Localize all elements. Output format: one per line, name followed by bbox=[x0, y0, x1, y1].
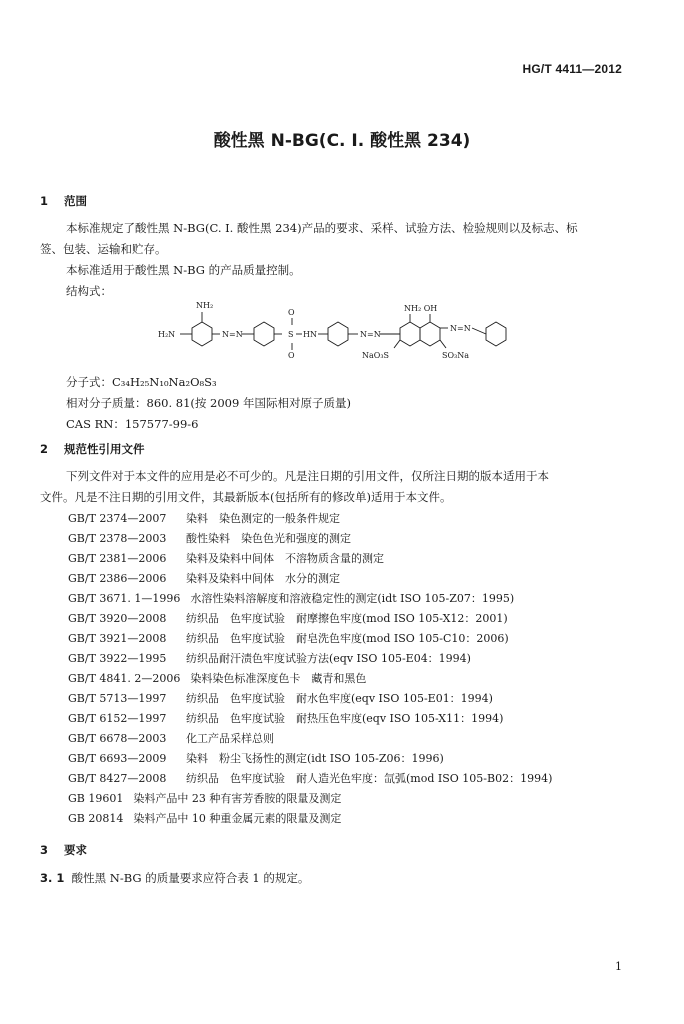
reference-code: GB/T 4841. 2—2006 bbox=[68, 672, 181, 685]
reference-code: GB/T 2378—2003 bbox=[68, 532, 167, 545]
reference-code: GB/T 6678—2003 bbox=[68, 732, 167, 745]
reference-item bbox=[68, 730, 274, 746]
reference-title: 染料染色标准深度色卡 藏青和黑色 bbox=[190, 672, 367, 685]
reference-title: 纺织品 色牢度试验 耐摩擦色牢度(mod ISO 105-X12：2001) bbox=[186, 612, 508, 625]
reference-title: 染料 粉尘飞扬性的测定(idt ISO 105-Z06：1996) bbox=[186, 752, 444, 765]
section-number: 3 bbox=[40, 843, 49, 857]
requirement-clause bbox=[40, 870, 309, 886]
reference-title: 纺织品 色牢度试验 耐皂洗色牢度(mod ISO 105-C10：2006) bbox=[186, 632, 509, 645]
document-title: 酸性黑 N-BG(C. I. 酸性黑 234) bbox=[213, 131, 471, 151]
reference-item bbox=[68, 510, 340, 526]
page-number: 1 bbox=[615, 960, 622, 973]
references-intro-line-2: 文件。凡是不注日期的引用文件，其最新版本(包括所有的修改单)适用于本文件。 bbox=[40, 490, 452, 504]
sulfonyl-oxygen-bottom: O bbox=[288, 351, 295, 360]
sulfur-atom: S bbox=[288, 330, 294, 339]
amino-group-left: H₂N bbox=[158, 330, 176, 339]
sulfonate-left: NaO₃S bbox=[362, 351, 390, 360]
section-title: 范围 bbox=[64, 194, 88, 208]
reference-title: 纺织品 色牢度试验 耐热压色牢度(eqv ISO 105-X11：1994) bbox=[186, 712, 504, 725]
molecular-mass: 相对分子质量：860. 81(按 2009 年国际相对原子质量) bbox=[66, 396, 351, 410]
reference-item bbox=[68, 650, 471, 666]
reference-title: 酸性染料 染色色光和强度的测定 bbox=[186, 532, 351, 545]
reference-code: GB/T 2381—2006 bbox=[68, 552, 167, 565]
reference-title: 染料 染色测定的一般条件规定 bbox=[186, 512, 340, 525]
reference-item bbox=[68, 750, 444, 766]
section-2-heading bbox=[40, 441, 145, 457]
benzene-ring-3 bbox=[328, 322, 348, 346]
reference-title: 染料产品中 10 种重金属元素的限量及测定 bbox=[133, 812, 342, 825]
reference-code: GB/T 8427—2008 bbox=[68, 772, 167, 785]
reference-item bbox=[68, 770, 552, 786]
reference-code: GB/T 3920—2008 bbox=[68, 612, 167, 625]
naphthalene-ring-b bbox=[420, 322, 440, 346]
benzene-ring-1 bbox=[192, 322, 212, 346]
structure-label: 结构式： bbox=[66, 284, 112, 298]
reference-item bbox=[68, 630, 509, 646]
reference-item bbox=[68, 570, 340, 586]
cas-number: CAS RN：157577-99-6 bbox=[66, 417, 199, 431]
azo-bond-2: N=N bbox=[360, 330, 381, 339]
reference-code: GB/T 2386—2006 bbox=[68, 572, 167, 585]
reference-code: GB/T 3671. 1—1996 bbox=[68, 592, 181, 605]
applicability-paragraph: 本标准适用于酸性黑 N-BG 的产品质量控制。 bbox=[66, 263, 301, 277]
reference-item bbox=[68, 670, 366, 686]
reference-item bbox=[68, 810, 341, 826]
section-number: 1 bbox=[40, 194, 49, 208]
reference-code: GB 19601 bbox=[68, 792, 124, 805]
reference-item bbox=[68, 710, 503, 726]
reference-code: GB/T 2374—2007 bbox=[68, 512, 167, 525]
section-3-heading bbox=[40, 842, 87, 858]
reference-item bbox=[68, 530, 351, 546]
reference-title: 化工产品采样总则 bbox=[186, 732, 274, 745]
reference-title: 染料产品中 23 种有害芳香胺的限量及测定 bbox=[133, 792, 342, 805]
reference-item bbox=[68, 690, 493, 706]
section-number: 2 bbox=[40, 442, 49, 456]
reference-title: 纺织品耐汗渍色牢度试验方法(eqv ISO 105-E04：1994) bbox=[186, 652, 471, 665]
reference-code: GB/T 3922—1995 bbox=[68, 652, 167, 665]
reference-code: GB/T 5713—1997 bbox=[68, 692, 167, 705]
azo-bond-3: N=N bbox=[450, 324, 471, 333]
reference-item bbox=[68, 610, 508, 626]
section-title: 要求 bbox=[64, 843, 88, 857]
clause-text: 酸性黑 N-BG 的质量要求应符合表 1 的规定。 bbox=[71, 871, 310, 885]
sulfonate-right: SO₃Na bbox=[442, 351, 470, 360]
sulfonyl-oxygen-top: O bbox=[288, 308, 295, 317]
reference-title: 水溶性染料溶解度和溶液稳定性的测定(idt ISO 105-Z07：1995) bbox=[190, 592, 515, 605]
reference-item bbox=[68, 590, 514, 606]
imino-group: HN bbox=[303, 330, 317, 339]
azo-bond-1: N=N bbox=[222, 330, 243, 339]
benzene-ring-2 bbox=[254, 322, 274, 346]
reference-title: 染料及染料中间体 水分的测定 bbox=[186, 572, 340, 585]
standard-code: HG/T 4411—2012 bbox=[522, 62, 622, 76]
structural-formula bbox=[142, 300, 522, 370]
benzene-ring-5 bbox=[486, 322, 506, 346]
molecular-formula: 分子式：C₃₄H₂₅N₁₀Na₂O₈S₃ bbox=[66, 375, 217, 389]
reference-item bbox=[68, 790, 341, 806]
references-intro-line-1: 下列文件对于本文件的应用是必不可少的。凡是注日期的引用文件，仅所注日期的版本适用于本 bbox=[66, 469, 549, 483]
naphthalene-ring-a bbox=[400, 322, 420, 346]
reference-code: GB/T 6693—2009 bbox=[68, 752, 167, 765]
clause-number: 3. 1 bbox=[40, 871, 65, 885]
amino-group-top: NH₂ bbox=[196, 301, 214, 310]
reference-code: GB/T 3921—2008 bbox=[68, 632, 167, 645]
reference-title: 染料及染料中间体 不溶物质含量的测定 bbox=[186, 552, 384, 565]
reference-title: 纺织品 色牢度试验 耐人造光色牢度：氙弧(mod ISO 105-B02：1994) bbox=[186, 772, 553, 785]
scope-paragraph-line-1: 本标准规定了酸性黑 N-BG(C. I. 酸性黑 234)产品的要求、采样、试验方法、检验规则以及标志、标 bbox=[66, 221, 578, 235]
reference-code: GB 20814 bbox=[68, 812, 124, 825]
reference-item bbox=[68, 550, 384, 566]
section-1-heading bbox=[40, 193, 87, 209]
amino-hydroxy-groups: NH₂ OH bbox=[404, 304, 438, 313]
section-title: 规范性引用文件 bbox=[64, 442, 145, 456]
reference-code: GB/T 6152—1997 bbox=[68, 712, 167, 725]
scope-paragraph-line-2: 签、包装、运输和贮存。 bbox=[40, 242, 167, 256]
reference-title: 纺织品 色牢度试验 耐水色牢度(eqv ISO 105-E01：1994) bbox=[186, 692, 493, 705]
